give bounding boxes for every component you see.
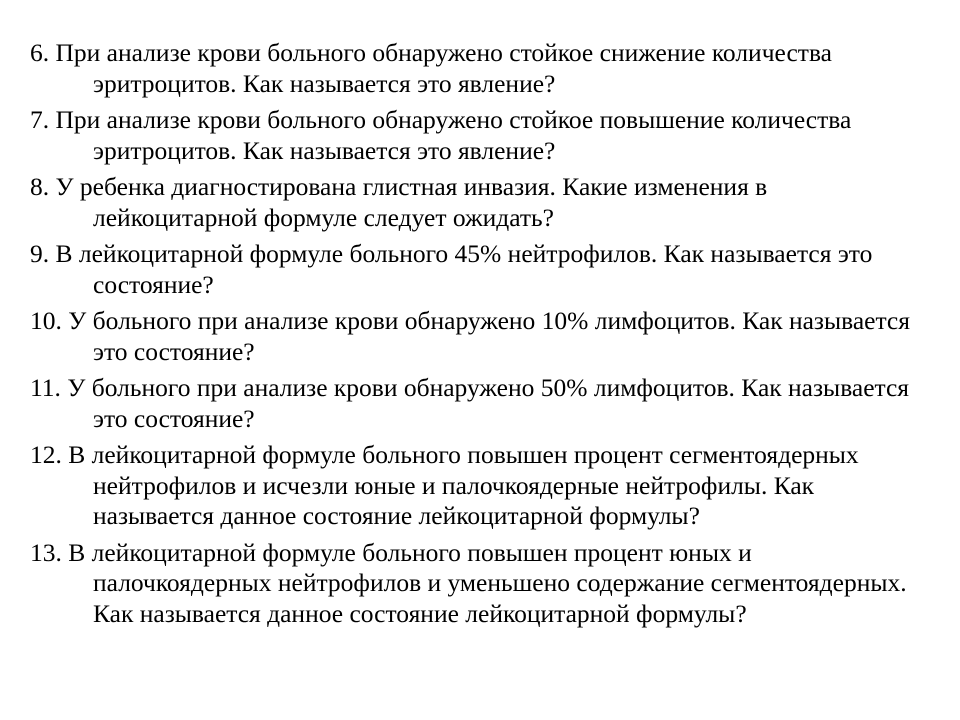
question-number: 9. bbox=[30, 239, 50, 268]
question-item-13 bbox=[30, 538, 930, 630]
question-number: 6. bbox=[30, 38, 50, 67]
question-item-9 bbox=[30, 239, 930, 300]
question-text: У больного при анализе крови обнаружено 10% лимфоцитов. Как называется это состояние? bbox=[68, 306, 910, 366]
question-number: 7. bbox=[30, 105, 50, 134]
question-item-12 bbox=[30, 440, 930, 532]
question-item-8 bbox=[30, 172, 930, 233]
question-text: При анализе крови больного обнаружено стойкое снижение количества эритроцитов. Как называется это явление? bbox=[55, 38, 832, 98]
question-text: При анализе крови больного обнаружено стойкое повышение количества эритроцитов. Как называется это явление? bbox=[55, 105, 852, 165]
question-number: 13. bbox=[30, 537, 62, 567]
question-number: 8. bbox=[30, 172, 50, 201]
question-text: У ребенка диагностирована глистная инвазия. Какие изменения в лейкоцитарной формуле следует ожидать? bbox=[55, 172, 768, 232]
question-item-6 bbox=[30, 38, 930, 99]
question-text: В лейкоцитарной формуле больного 45% нейтрофилов. Как называется это состояние? bbox=[55, 239, 873, 299]
question-item-11 bbox=[30, 373, 930, 434]
question-text: В лейкоцитарной формуле больного повышен процент сегментоядерных нейтрофилов и исчезли юные и палочкоядерные нейтрофилы. Как называется данное состояние лейкоцитарной формулы? bbox=[68, 440, 859, 530]
question-text: У больного при анализе крови обнаружено 50% лимфоцитов. Как называется это состояние? bbox=[67, 373, 910, 433]
question-list bbox=[30, 38, 930, 635]
question-item-7 bbox=[30, 105, 930, 166]
question-number: 11. bbox=[30, 373, 61, 402]
question-number: 12. bbox=[30, 440, 62, 469]
question-number: 10. bbox=[30, 306, 62, 335]
question-text: В лейкоцитарной формуле больного повышен процент юных и палочкоядерных нейтрофилов и уменьшено содержание сегментоядерных. Как называется данное состояние лейкоцитарной формулы? bbox=[68, 537, 907, 628]
question-item-10 bbox=[30, 306, 930, 367]
